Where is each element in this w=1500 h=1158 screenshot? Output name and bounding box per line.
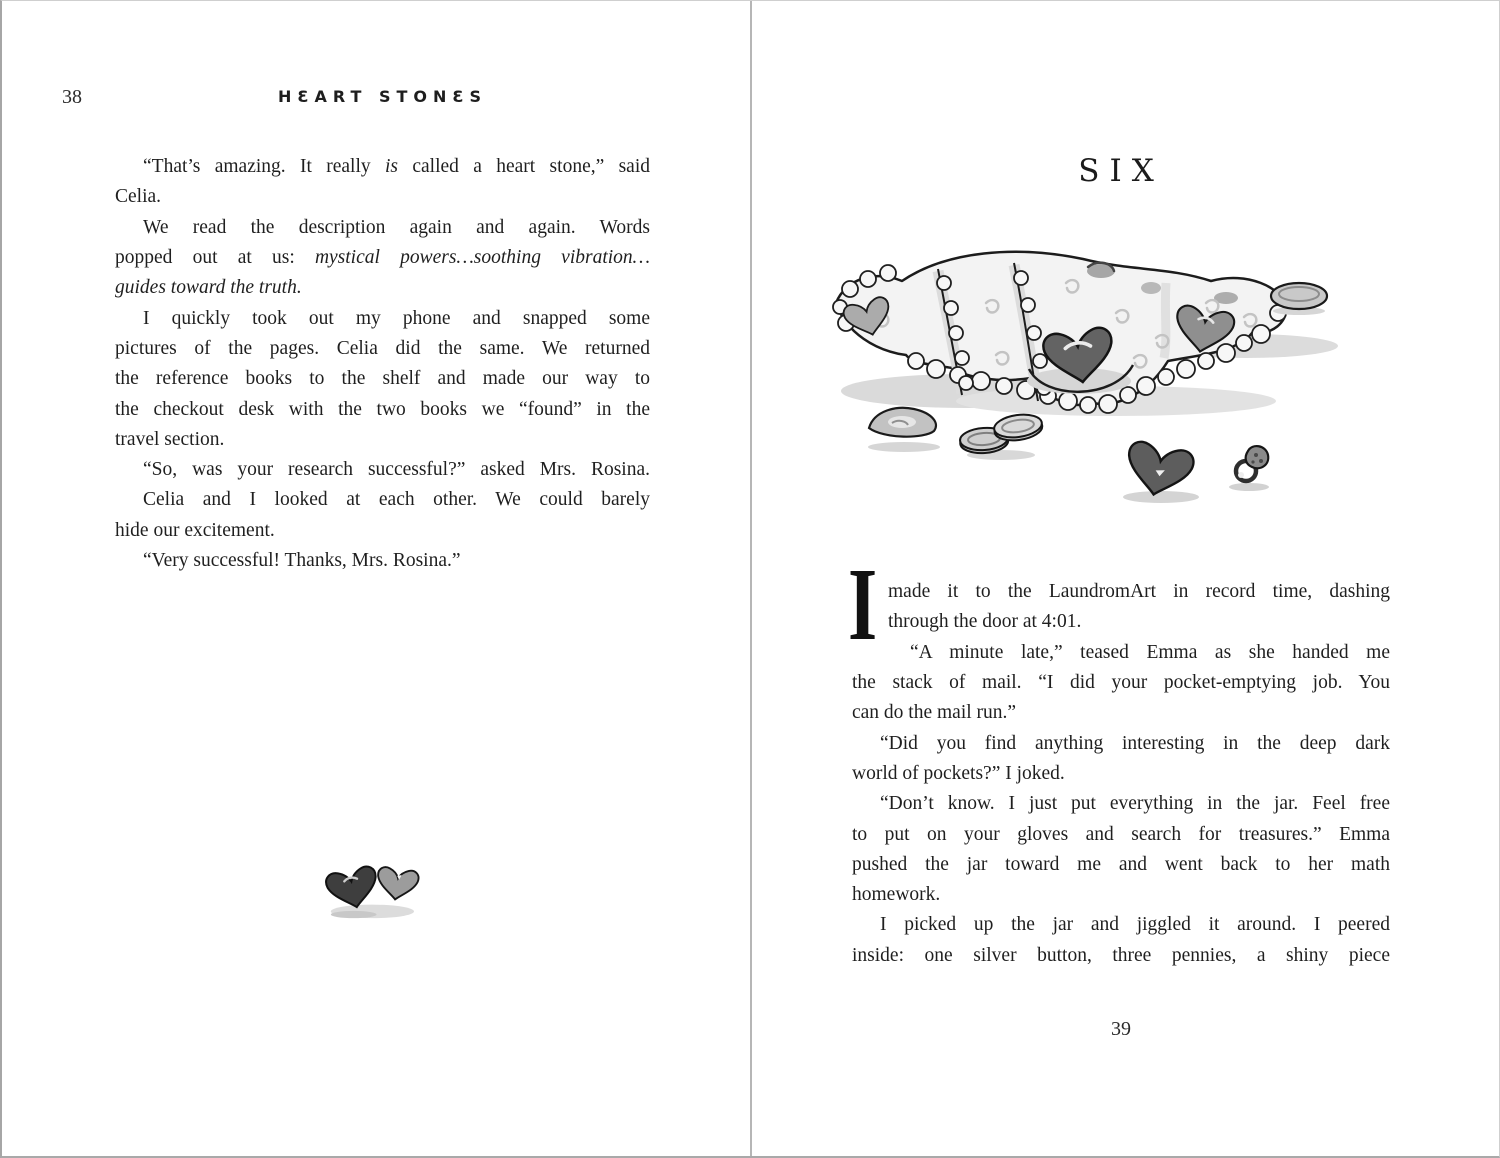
text-line: pushed the jar toward me and went back to her math — [852, 853, 1390, 875]
text-line: “So, was your research successful?” asked Mrs. Rosina. — [143, 459, 650, 481]
page-gutter-divider — [750, 0, 752, 1158]
text-line: made it to the LaundromArt in record time, dashing — [888, 581, 1390, 602]
text-line: the stack of mail. “I did your pocket-emptying job. You — [852, 671, 1390, 693]
text-line: can do the mail run.” — [852, 702, 1017, 724]
drop-cap: I — [848, 547, 878, 662]
text-line: homework. — [852, 884, 941, 906]
text-line: the reference books to the shelf and made our way to — [115, 368, 650, 390]
right-text-block — [852, 577, 1390, 971]
text-line: I quickly took out my phone and snapped some — [143, 307, 650, 329]
coins — [959, 412, 1043, 460]
left-text-block — [115, 152, 650, 576]
text-line: inside: one silver button, three pennies, a shiny piece — [852, 944, 1390, 966]
text-line: Celia and I looked at each other. We could barely — [143, 489, 650, 511]
running-header: HƐART STONƐS — [277, 87, 488, 106]
text-line: We read the description again and again. Words — [143, 216, 650, 238]
text-line: “Very successful! Thanks, Mrs. Rosina.” — [143, 550, 461, 572]
text-line: travel section. — [115, 428, 225, 450]
page-number-right: 39 — [1111, 1018, 1131, 1040]
chapter-title: SIX — [1078, 153, 1164, 189]
shadow — [331, 911, 377, 918]
text-line: world of pockets?” I joked. — [852, 762, 1065, 784]
text-line: I picked up the jar and jiggled it around. I peered — [880, 914, 1390, 936]
text-line: “Don’t know. I just put everything in the jar. Feel free — [880, 793, 1390, 815]
text-line: through the door at 4:01. — [888, 611, 1082, 633]
oval-stone — [1271, 283, 1327, 315]
text-line: “That’s amazing. It really is called a heart stone,” said — [143, 156, 650, 177]
text-line: the checkout desk with the two books we “found” in the — [115, 398, 650, 420]
text-line: “Did you find anything interesting in the deep dark — [880, 732, 1390, 754]
ring — [1229, 446, 1269, 491]
text-line: guides toward the truth. — [115, 277, 302, 299]
fabric-heart-stones-illustration — [816, 243, 1440, 525]
page-right — [750, 0, 1500, 1158]
text-line: to put on your gloves and search for treasures.” Emma — [852, 823, 1390, 845]
text-line: Celia. — [115, 186, 162, 208]
page-number-left: 38 — [62, 86, 82, 108]
heart-stone-bottom — [1122, 440, 1199, 503]
text-line: pictures of the pages. Celia did the same. We returned — [115, 337, 650, 359]
text-line: popped out at us: mystical powers…soothing vibration… — [115, 246, 650, 268]
text-line: hide our excitement. — [115, 519, 275, 541]
text-line: “A minute late,” teased Emma as she handed me — [910, 641, 1390, 663]
flat-stone — [868, 408, 940, 452]
heart-stones-small-illustration — [310, 850, 440, 925]
heart-stone-light — [375, 866, 419, 902]
